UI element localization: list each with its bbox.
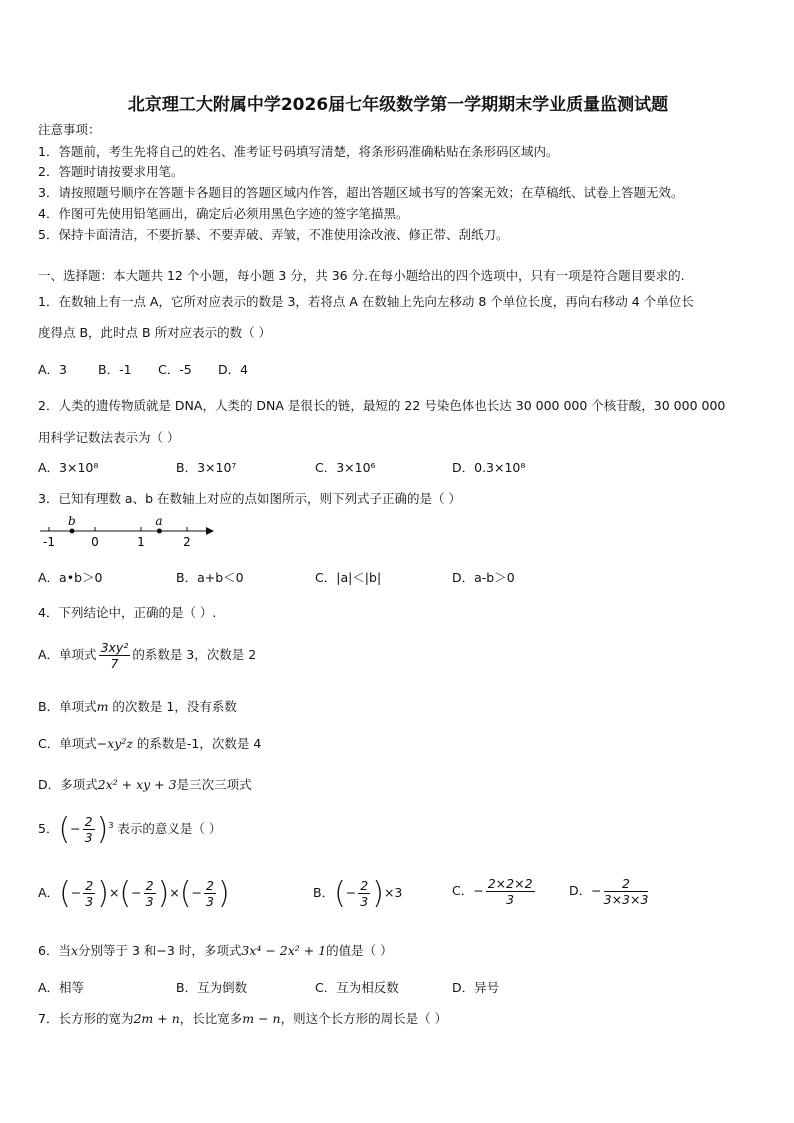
option-d[interactable]: D．异号 — [452, 980, 500, 995]
number-line-tick-label: 0 — [91, 535, 99, 549]
fraction-numerator: 2×2×2 — [487, 876, 533, 891]
minus-sign: − — [591, 883, 602, 898]
q6-options — [38, 978, 758, 996]
right-paren: ) — [157, 876, 170, 911]
q6-text — [38, 941, 393, 959]
fraction-denominator: 3 — [85, 894, 94, 909]
minus-sign: − — [345, 885, 357, 900]
number-line-arrow — [206, 527, 214, 535]
q6-suffix: 的值是（ ） — [326, 943, 393, 958]
q3-options — [38, 568, 758, 586]
fraction — [83, 878, 95, 909]
notice-item: 4．作图可先使用铅笔画出，确定后必须用黑色字迹的签字笔描黑。 — [38, 206, 409, 221]
left-paren: ( — [179, 876, 192, 911]
section-heading: 一、选择题：本大题共 12 个小题，每小题 3 分，共 36 分.在每小题给出的四个选项中，只有一项是符合题目要求的. — [38, 268, 685, 283]
minus-sign: − — [473, 883, 484, 898]
fraction-numerator: 2 — [360, 878, 369, 893]
fraction — [204, 878, 216, 909]
option-d[interactable]: D．4 — [218, 362, 249, 377]
option-d[interactable]: D．0.3×10⁸ — [452, 460, 526, 475]
option-c[interactable]: C．3×10⁶ — [315, 460, 376, 475]
option-a[interactable]: A．相等 — [38, 980, 85, 995]
option-b[interactable] — [313, 876, 402, 911]
q3-text: 3．已知有理数 a、b 在数轴上对应的点如图所示，则下列式子正确的是（ ） — [38, 491, 461, 506]
left-paren: ( — [59, 876, 71, 911]
math-expression: m — [96, 699, 109, 714]
option-label: A． — [38, 885, 60, 900]
option-b[interactable]: B．3×10⁷ — [176, 460, 237, 475]
q4-d-suffix: 是三次三项式 — [176, 777, 252, 792]
q4-option-b[interactable] — [38, 697, 237, 715]
fraction — [486, 876, 535, 907]
fraction-denominator: 3×3×3 — [603, 892, 649, 907]
q1-options — [38, 360, 758, 378]
left-paren: ( — [334, 876, 346, 911]
left-paren: ( — [58, 812, 71, 847]
q2-text: 2．人类的遗传物质就是 DNA，人类的 DNA 是很长的链，最短的 22 号染色体也长达 30 000 000 个核苷酸，30 000 000 — [38, 398, 726, 413]
q2-options — [38, 458, 758, 476]
page-title: 北京理工大附属中学2026届七年级数学第一学期期末学业质量监测试题 — [127, 95, 669, 115]
q4-text: 4．下列结论中，正确的是（ ）. — [38, 605, 217, 620]
fraction-denominator: 3 — [360, 894, 369, 909]
option-b[interactable]: B．-1 — [98, 362, 132, 377]
minus-sign: − — [191, 885, 202, 900]
exponent: 3 — [108, 820, 114, 830]
notice-item: 2．答题时请按要求用笔。 — [38, 164, 184, 179]
option-a[interactable]: A．a•b＞0 — [38, 570, 103, 585]
fraction-denominator: 7 — [110, 656, 119, 671]
q2-text: 用科学记数法表示为（ ） — [38, 430, 180, 445]
q4-option-c[interactable] — [38, 734, 261, 752]
times-sign: × — [108, 885, 120, 900]
math-expression: 2x² + xy + 3 — [97, 777, 177, 792]
option-d[interactable] — [569, 876, 650, 907]
fraction — [83, 814, 95, 845]
option-label: D． — [569, 883, 592, 898]
fraction-denominator: 3 — [145, 894, 154, 909]
fraction-numerator: 2 — [84, 814, 93, 829]
number-line-point-label: a — [155, 514, 163, 528]
option-d[interactable]: D．a-b＞0 — [452, 570, 515, 585]
math-expression: 2m + n — [133, 1011, 180, 1026]
q5-text — [38, 812, 221, 847]
fraction — [604, 876, 649, 907]
fraction-numerator: 3xy² — [100, 640, 129, 655]
math-expression: m − n — [242, 1011, 281, 1026]
option-a[interactable]: A．3 — [38, 362, 68, 377]
notice-item: 3．请按照题号顺序在答题卡各题目的答题区域内作答，超出答题区域书写的答案无效；在草稿纸、试卷上答题无效。 — [38, 185, 684, 200]
minus-sign: − — [70, 885, 82, 900]
math-variable: x — [70, 943, 79, 958]
math-expression: 3x⁴ − 2x² + 1 — [241, 943, 327, 958]
fraction-denominator: 3 — [205, 894, 214, 909]
fraction — [358, 878, 370, 909]
number-line-tick-label: 2 — [183, 535, 191, 549]
q1-text: 度得点 B，此时点 B 所对应表示的数（ ） — [38, 325, 272, 340]
fraction-numerator: 2 — [145, 878, 154, 893]
fraction-numerator: 2 — [604, 876, 649, 892]
q4-option-d[interactable] — [38, 775, 252, 793]
number-line-figure — [38, 514, 218, 550]
right-paren: ) — [217, 876, 230, 911]
number-line-point-label: b — [68, 514, 76, 528]
number-line-tick-label: 1 — [137, 535, 145, 549]
option-c[interactable]: C．-5 — [158, 362, 192, 377]
right-paren: ) — [97, 876, 109, 911]
q6-prefix: 6．当 — [38, 943, 71, 958]
option-b[interactable]: B．互为倒数 — [176, 980, 248, 995]
q4-c-suffix: 的系数是-1，次数是 4 — [136, 736, 262, 751]
fraction — [144, 878, 156, 909]
q5-suffix: 表示的意义是（ ） — [117, 821, 222, 836]
option-c[interactable]: C．|a|＜|b| — [315, 570, 382, 585]
math-expression: −xy²z — [96, 736, 133, 751]
q7-prefix: 7．长方形的宽为 — [38, 1011, 134, 1026]
q4-c-prefix: C．单项式 — [38, 736, 97, 751]
number-line-point-b — [70, 529, 75, 534]
notice-item: 1．答题前，考生先将自己的姓名、准考证号码填写清楚，将条形码准确粘贴在条形码区域内。 — [38, 144, 559, 159]
right-paren: ) — [96, 812, 109, 847]
option-a[interactable]: A．3×10⁸ — [38, 460, 99, 475]
fraction-denominator: 3 — [84, 830, 93, 845]
q4-b-prefix: B．单项式 — [38, 699, 97, 714]
notice-heading: 注意事项： — [38, 122, 101, 137]
q7-suffix: ，则这个长方形的周长是（ ） — [280, 1011, 448, 1026]
q4-d-prefix: D．多项式 — [38, 777, 98, 792]
times-three: ×3 — [383, 885, 403, 900]
option-a[interactable] — [38, 876, 230, 911]
q7-text — [38, 1009, 447, 1027]
right-paren: ) — [372, 876, 384, 911]
q4-a-suffix: 的系数是 3，次数是 2 — [132, 647, 257, 662]
minus-sign: − — [131, 885, 142, 900]
q4-option-a[interactable] — [38, 640, 256, 671]
fraction-numerator: 2 — [205, 878, 214, 893]
notice-item: 5．保持卡面清洁，不要折暴、不要弄破、弄皱，不准使用涂改液、修正带、刮纸刀。 — [38, 227, 509, 242]
fraction-numerator: 2 — [85, 878, 94, 893]
times-sign: × — [169, 885, 180, 900]
minus-sign: − — [70, 821, 81, 836]
q4-a-prefix: A．单项式 — [38, 647, 97, 662]
q1-text: 1．在数轴上有一点 A，它所对应表示的数是 3，若将点 A 在数轴上先向左移动 8 个单位长度，再向右移动 4 个单位长 — [38, 294, 694, 309]
option-b[interactable]: B．a+b＜0 — [176, 570, 244, 585]
option-c[interactable] — [452, 876, 537, 907]
option-label: C． — [452, 883, 474, 898]
question-number: 5． — [38, 821, 59, 836]
q4-b-suffix: 的次数是 1，没有系数 — [112, 699, 237, 714]
q5-options — [38, 876, 758, 916]
left-paren: ( — [119, 876, 132, 911]
q6-middle: 分别等于 3 和−3 时，多项式 — [78, 943, 242, 958]
number-line-point-a — [157, 529, 162, 534]
fraction — [99, 640, 131, 671]
option-c[interactable]: C．互为相反数 — [315, 980, 399, 995]
q7-middle: ，长比宽多 — [179, 1011, 243, 1026]
option-label: B． — [313, 885, 335, 900]
fraction-denominator: 3 — [506, 892, 515, 907]
number-line-tick-label: -1 — [43, 535, 55, 549]
